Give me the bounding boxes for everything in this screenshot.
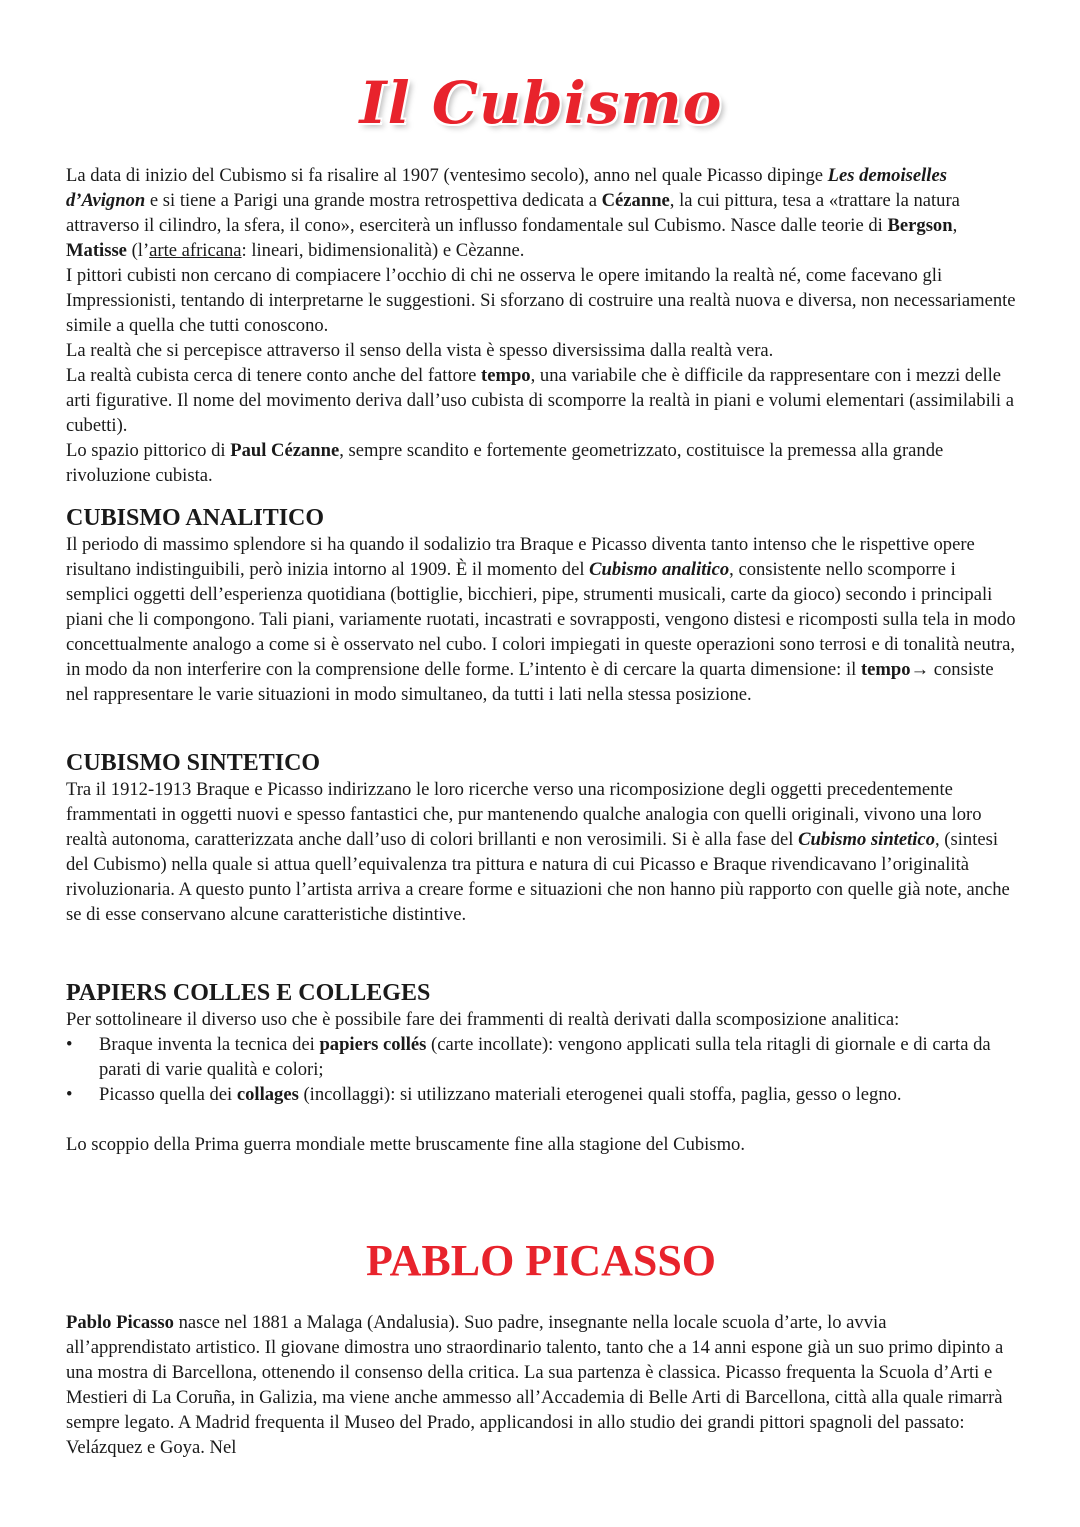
page-title: Il Cubismo	[359, 69, 723, 137]
name-cezanne: Cézanne	[601, 190, 670, 211]
bullet-icon: •	[66, 1084, 73, 1105]
intro-paragraph-5	[66, 438, 1016, 488]
text-span: , (sintesi del Cubismo) nella quale si attua quell’equivalenza tra pittura e natura di cui Picasso e Braque rivendicavano l’originalità rivoluzionaria. A questo punto l’artista arriva a creare forme e situazioni che non hanno più rapporto con quelle già note, anche se di esse conservano alcune caratteristiche distintive.	[66, 829, 1010, 925]
list-item	[66, 1082, 1016, 1107]
section-title-picasso: PABLO PICASSO	[365, 1236, 717, 1285]
picasso-section	[66, 1310, 1016, 1460]
sintetico-paragraph	[66, 777, 1016, 927]
bullet-icon: •	[66, 1034, 73, 1055]
bold-term: Paul Cézanne	[230, 440, 340, 461]
heading-cubismo-analitico: CUBISMO ANALITICO	[66, 505, 325, 531]
text-span: consiste nel rappresentare le varie situazioni in modo simultaneo, da tutti i lati nella stessa posizione.	[66, 659, 994, 705]
papiers-intro: Per sottolineare il diverso uso che è possibile fare dei frammenti di realtà derivati dalla scomposizione analitica:	[66, 1009, 900, 1030]
bold-italic-term: Cubismo analitico	[589, 559, 730, 580]
text-span: La data di inizio del Cubismo si fa risalire al 1907 (ventesimo secolo), anno nel quale Picasso dipinge	[66, 165, 828, 186]
text-span: Il periodo di massimo splendore si ha quando il sodalizio tra Braque e Picasso diventa tanto intenso che le rispettive opere risultano indistinguibili, però inizia intorno al 1909. È il momento del	[66, 534, 975, 580]
intro-paragraph-2: I pittori cubisti non cercano di compiacere l’occhio di chi ne osserva le opere imitando la realtà né, come facevano gli Impressionisti, tentando di interpretarne le suggestioni. Si sforzano di costruire una realtà nuova e diversa, non necessariamente simile a quella che tutti conoscono.	[66, 265, 1016, 336]
bold-term: papiers collés	[319, 1034, 427, 1055]
list-item	[66, 1032, 1016, 1082]
text-span: , sempre scandito e fortemente geometrizzato, costituisce la premessa alla grande rivoluzione cubista.	[66, 440, 944, 486]
text-span: , la cui pittura, tesa a «trattare la natura attraverso il cilindro, la sfera, il cono», eserciterà un influsso fondamentale sul Cubismo. Nasce dalle teorie di	[66, 190, 960, 236]
text-span: nasce nel 1881 a Malaga (Andalusia). Suo padre, insegnante nella locale scuola d’arte, lo avvia all’apprendistato artistico. Il giovane dimostra uno straordinario talento, tanto che a 14 anni espone già un suo primo dipinto a una mostra di Barcellona, ottenendo il consenso della critica. La sua partenza è classica. Picasso frequenta la Scuola d’Arti e Mestieri di La Coruña, in Galizia, ma viene anche ammesso all’Accademia di Belle Arti di Barcellona, città alla quale rimarrà sempre legato. A Madrid frequenta il Museo del Prado, applicandosi in allo studio dei grandi pittori spagnoli del passato: Velázquez e Goya. Nel	[66, 1312, 1004, 1458]
papiers-section	[66, 1007, 1016, 1157]
name-bergson: Bergson	[887, 215, 953, 236]
text-span: , una variabile che è difficile da rappresentare con i mezzi delle arti figurative. Il nome del movimento deriva dall’uso cubista di scomporre la realtà in piani e volumi elementari (assimilabili a cubetti).	[66, 365, 1014, 436]
heading-cubismo-sintetico: CUBISMO SINTETICO	[66, 750, 321, 776]
text-span: La realtà cubista cerca di tenere conto anche del fattore	[66, 365, 482, 386]
intro-paragraph-3: La realtà che si percepisce attraverso il senso della vista è spesso diversissima dalla realtà vera.	[66, 340, 774, 361]
text-span: Tra il 1912-1913 Braque e Picasso indirizzano le loro ricerche verso una ricomposizione degli oggetti precedentemente frammentati in oggetti nuovi e spesso fantastici che, pur mantenendo qualche analogia con quelli originali, vivono una loro realtà autonoma, caratterizzata anche dall’uso di colori brillanti e non verosimili. Si è alla fase del	[66, 779, 982, 850]
bold-term: collages	[236, 1084, 299, 1105]
text-span: (incollaggi): si utilizzano materiali eterogenei quali stoffa, paglia, gesso o legno.	[298, 1084, 902, 1105]
bold-term: Pablo Picasso	[66, 1312, 174, 1333]
text-span: e si tiene a Parigi una grande mostra retrospettiva dedicata a	[145, 190, 602, 211]
bold-italic-term: Cubismo sintetico	[798, 829, 935, 850]
text-span: : lineari, bidimensionalità) e Cèzanne.	[241, 240, 525, 261]
bold-term: tempo	[481, 365, 531, 386]
bold-term: tempo	[860, 659, 911, 680]
text-span: , consistente nello scomporre i semplici oggetti dell’esperienza quotidiana (bottiglie, bicchieri, pipe, strumenti musicali, carte da gioco) secondo i principali piani che li compongono. Tali piani, variamente ruotati, incastrati e sovrapposti, vengono distesi e ricomposti sulla tela in modo concettualmente analogo a come si è osservato nel cubo. I colori impiegati in queste operazioni sono terrosi e di tonalità neutra, in modo da non interferire con la comprensione delle forme. L’intento è di cercare la quarta dimensione: il	[66, 559, 1016, 680]
arrow-right-icon: →	[910, 659, 930, 680]
analitico-section	[66, 532, 1016, 707]
technique-list	[66, 1032, 1016, 1107]
intro-paragraph-1	[66, 163, 1016, 263]
text-span: (l’	[126, 240, 150, 261]
text-span: Braque inventa la tecnica dei	[99, 1034, 320, 1055]
analitico-paragraph	[66, 532, 1016, 707]
closing-paragraph: Lo scoppio della Prima guerra mondiale mette bruscamente fine alla stagione del Cubismo.	[66, 1134, 745, 1155]
text-span: Lo spazio pittorico di	[66, 440, 231, 461]
name-matisse: Matisse	[66, 240, 127, 261]
picasso-paragraph	[66, 1310, 1016, 1460]
text-span: (carte incollate): vengono applicati sulla tela ritagli di giornale e di carta da parati di varie qualità e colori;	[99, 1034, 991, 1080]
artwork-title: Les demoiselles d’Avignon	[66, 165, 947, 211]
sintetico-section	[66, 777, 1016, 927]
heading-papiers-colles: PAPIERS COLLES E COLLEGES	[66, 980, 431, 1006]
intro-section	[66, 163, 1016, 488]
intro-paragraph-4	[66, 363, 1016, 438]
text-span: Picasso quella dei	[99, 1084, 237, 1105]
text-span: ,	[952, 215, 958, 236]
underlined-term: arte africana	[149, 240, 242, 261]
